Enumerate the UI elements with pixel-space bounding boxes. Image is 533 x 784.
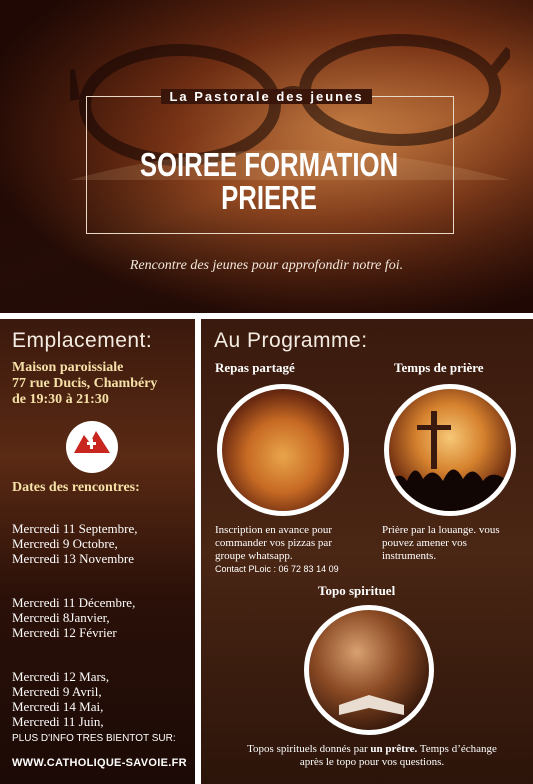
- event-subtitle: La Pastorale des jeunes: [0, 89, 533, 104]
- date-item: Mercredi 8Janvier,: [12, 610, 110, 625]
- topo-description: Topos spirituels donnés par un prêtre. Temps d’échange après le topo pour vos questions.: [247, 743, 497, 768]
- mountain-icon: [66, 421, 118, 473]
- dates-group-winter: [12, 595, 135, 640]
- date-item: Mercredi 11 Décembre,: [12, 595, 136, 610]
- jeunes-catholiques-logo: [66, 421, 118, 473]
- worship-image: [384, 384, 516, 516]
- website-link[interactable]: WWW.CATHOLIQUE-SAVOIE.FR: [12, 757, 187, 769]
- topo-title: Topo spirituel: [318, 583, 396, 598]
- bible-reading-image: [304, 605, 434, 735]
- location-details: [12, 360, 157, 408]
- date-item: Mercredi 13 Novembre: [12, 551, 135, 566]
- date-item: Mercredi 11 Juin,: [12, 714, 104, 729]
- meal-description: Inscription en avance pour commander vos pizzas par groupe whatsapp.: [215, 524, 332, 562]
- location-heading: Emplacement:: [12, 329, 153, 352]
- location-panel: [0, 319, 195, 784]
- event-title: SOIREE FORMATION PRIERE: [139, 146, 399, 216]
- date-item: Mercredi 12 Février: [12, 625, 117, 640]
- cross-icon: [389, 389, 511, 511]
- location-line: 77 rue Ducis, Chambéry: [12, 376, 158, 391]
- book-icon: [309, 610, 429, 730]
- program-heading: Au Programme:: [214, 329, 368, 352]
- date-item: Mercredi 14 Mai,: [12, 699, 104, 714]
- location-line: de 19:30 à 21:30: [12, 392, 109, 407]
- meal-contact: Contact PLoic : 06 72 83 14 09: [215, 564, 339, 574]
- location-line: Maison paroissiale: [12, 360, 124, 375]
- hero-banner: [0, 0, 533, 313]
- event-tagline: Rencontre des jeunes pour approfondir notre foi.: [129, 258, 404, 273]
- date-item: Mercredi 11 Septembre,: [12, 521, 138, 536]
- dates-group-spring: [12, 669, 109, 729]
- date-item: Mercredi 9 Octobre,: [12, 536, 118, 551]
- dates-title: Dates des rencontres:: [12, 480, 140, 495]
- more-info-text: PLUS D'INFO TRES BIENTOT SUR:: [12, 733, 176, 744]
- prayer-description: Prière par la louange. vous pouvez amener vos instruments.: [382, 524, 500, 562]
- date-item: Mercredi 9 Avril,: [12, 684, 102, 699]
- prayer-title: Temps de prière: [394, 360, 484, 375]
- dates-group-autumn: [12, 521, 138, 566]
- date-item: Mercredi 12 Mars,: [12, 669, 110, 684]
- program-panel: [201, 319, 533, 784]
- meal-title: Repas partagé: [215, 360, 295, 375]
- pizza-image: [217, 384, 349, 516]
